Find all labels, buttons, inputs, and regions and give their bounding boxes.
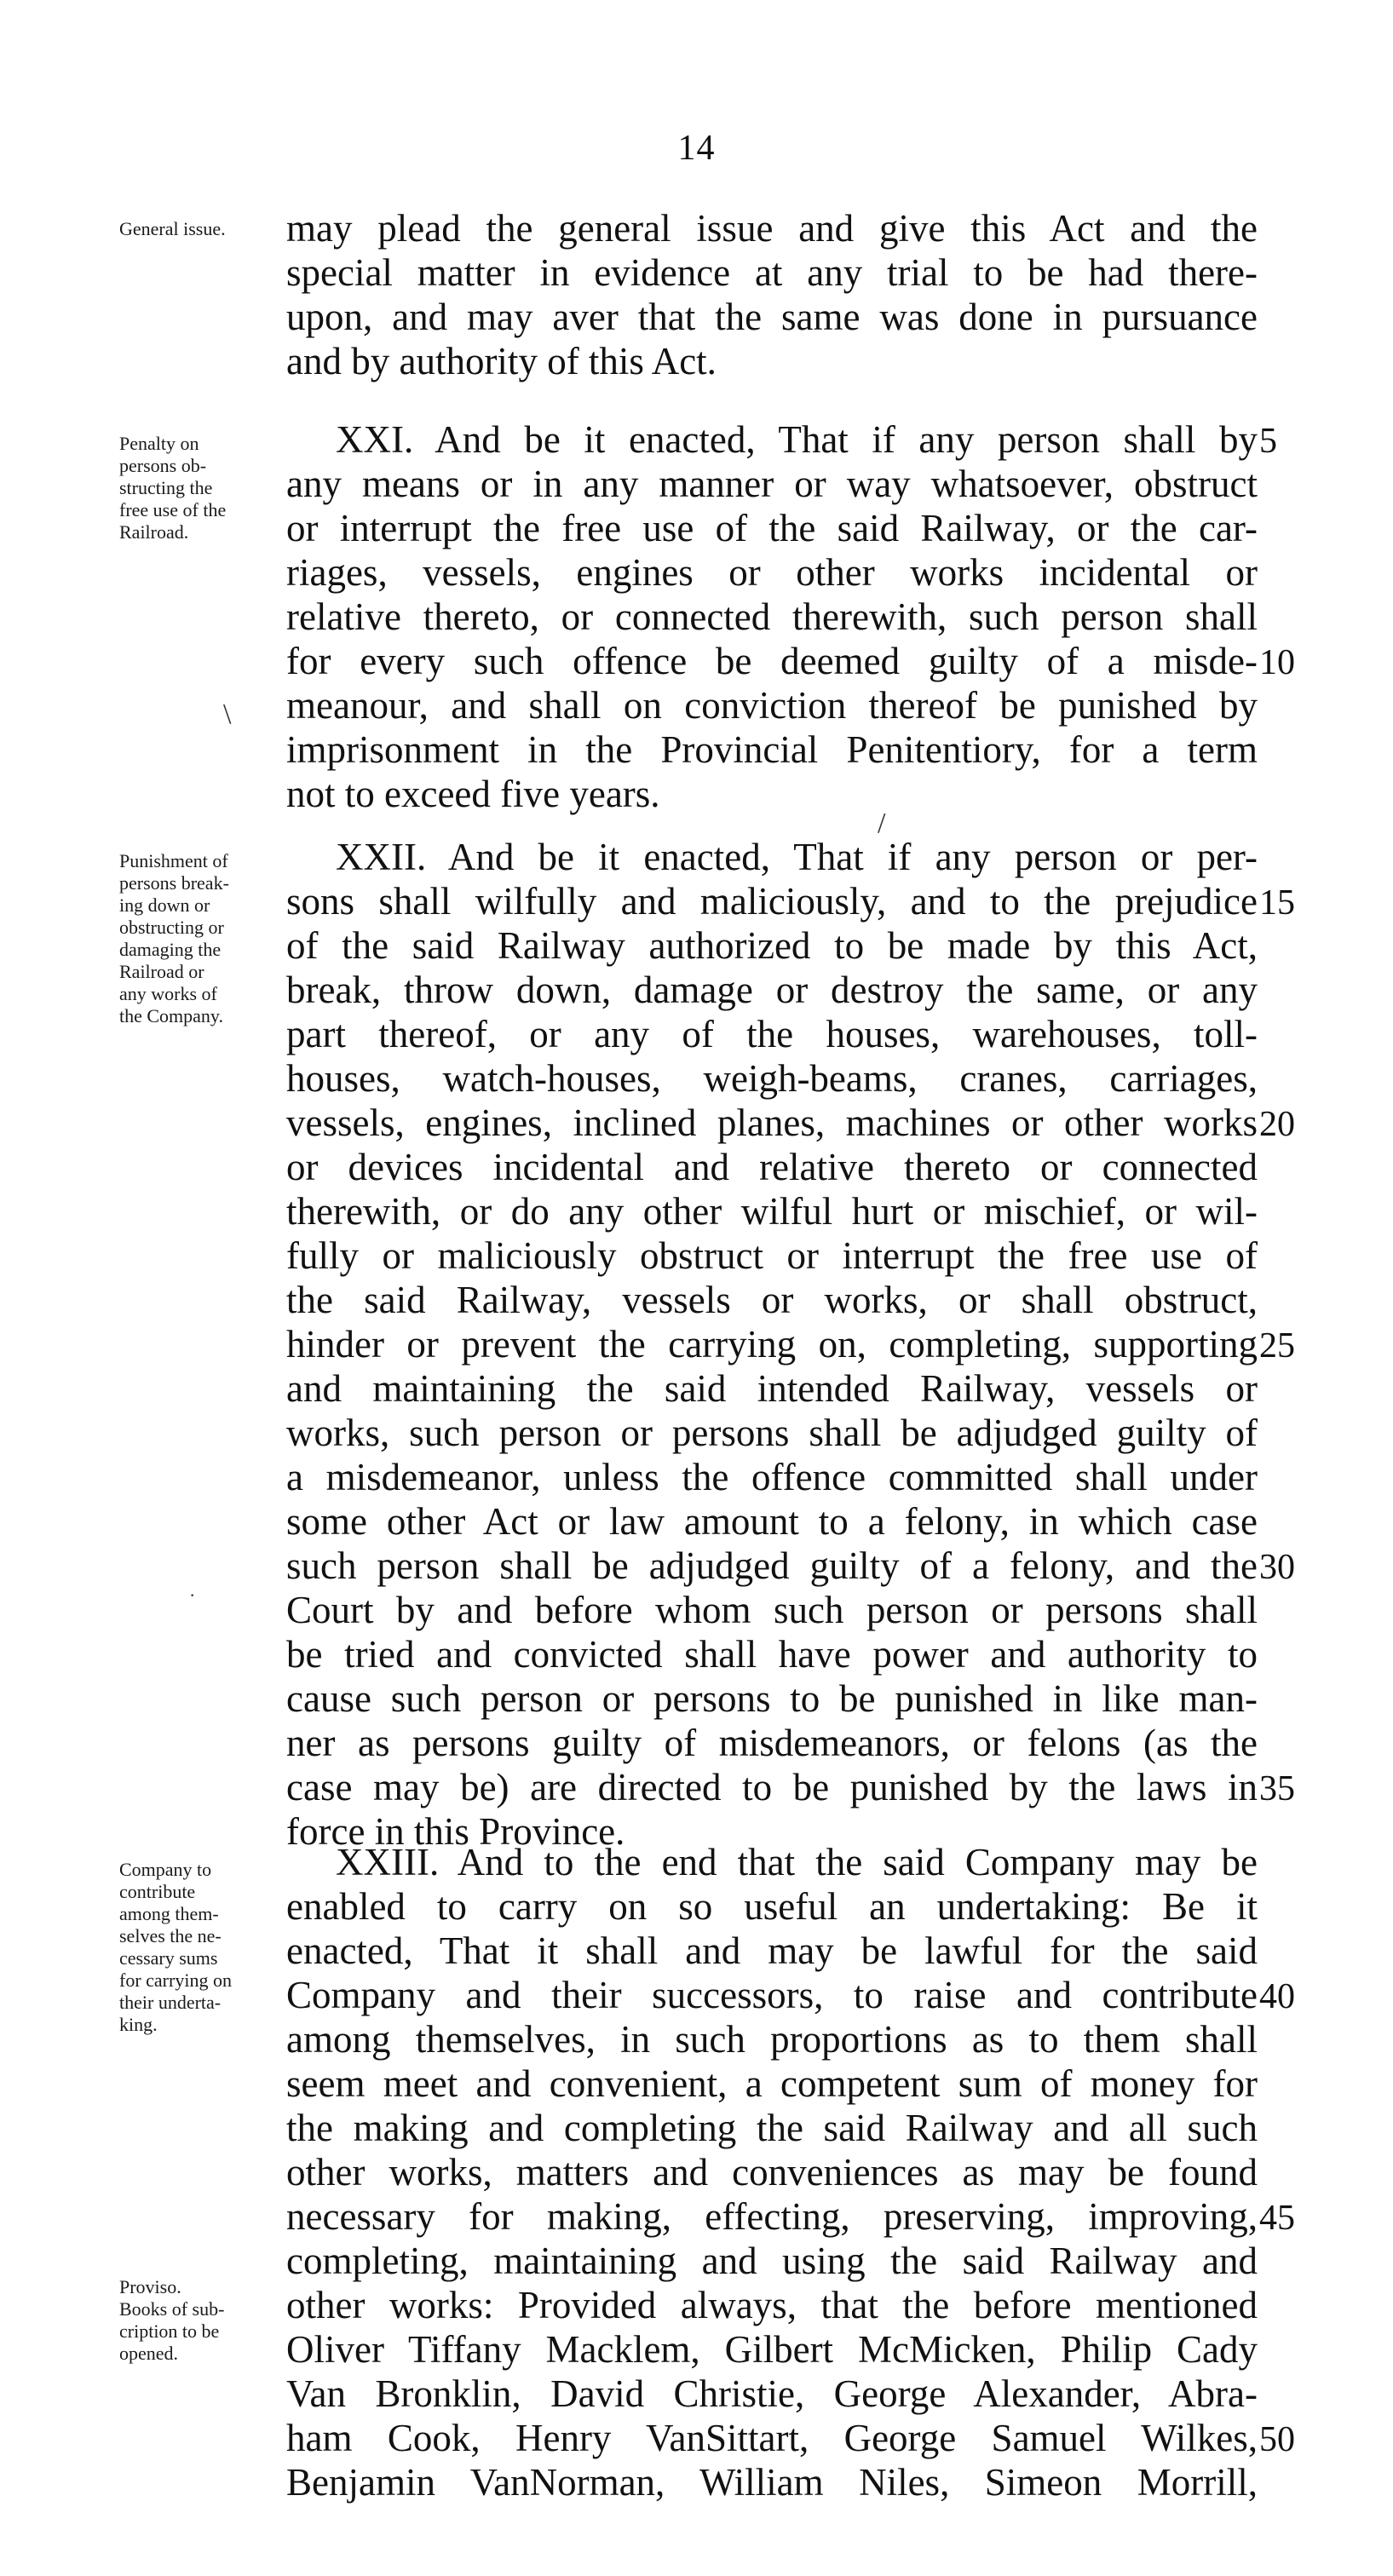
text-line: any means or in any manner or way whatsoever, obstruct xyxy=(286,463,1258,505)
text-line: ham Cook, Henry VanSittart, George Samuel Wilkes, xyxy=(286,2417,1258,2459)
text-line: works, such person or persons shall be adjudged guilty of xyxy=(286,1412,1258,1454)
page-number: 14 xyxy=(677,129,716,168)
text-line: Court by and before whom such person or persons shall xyxy=(286,1589,1258,1631)
text-line: enacted, That it shall and may be lawful for the said xyxy=(286,1929,1258,1972)
sidenote-company-contribute xyxy=(119,1859,285,2036)
sidenote-line: ing down or xyxy=(119,894,210,916)
text-line: and maintaining the said intended Railway, vessels or xyxy=(286,1367,1258,1410)
stray-mark: / xyxy=(878,808,886,839)
line-number: 25 xyxy=(1259,1326,1295,1366)
line-number: 40 xyxy=(1259,1977,1295,2016)
body-text-xxii xyxy=(286,835,1258,1854)
sidenote-line: Railroad or xyxy=(119,961,204,982)
body-text-xxi xyxy=(286,417,1258,816)
sidenote-general-issue xyxy=(119,218,285,240)
sidenote-line: the Company. xyxy=(119,1005,223,1026)
text-line: special matter in evidence at any trial to be had there- xyxy=(286,251,1258,294)
text-line: or interrupt the free use of the said Railway, or the car- xyxy=(286,507,1258,549)
line-number: 20 xyxy=(1259,1105,1295,1144)
sidenote-line: among them- xyxy=(119,1903,219,1924)
text-line: necessary for making, effecting, preserving, improving, xyxy=(286,2195,1258,2238)
sidenote-proviso xyxy=(119,2276,285,2365)
line-number: 10 xyxy=(1259,643,1295,682)
sidenote-penalty-obstructing xyxy=(119,433,285,543)
text-line: relative thereto, or connected therewith, such person shall xyxy=(286,595,1258,638)
line-number: 15 xyxy=(1259,883,1295,923)
sidenote-line: General issue. xyxy=(119,218,226,239)
sidenote-line: cessary sums xyxy=(119,1947,218,1969)
line-number: 5 xyxy=(1259,422,1277,461)
sidenote-line: opened. xyxy=(119,2343,179,2364)
sidenote-line: structing the xyxy=(119,477,213,498)
text-line: upon, and may aver that the same was done in pursuance xyxy=(286,296,1258,338)
text-line: the making and completing the said Railway and all such xyxy=(286,2107,1258,2149)
text-line: not to exceed five years. xyxy=(286,773,660,815)
text-line: vessels, engines, inclined planes, machines or other works xyxy=(286,1101,1258,1144)
text-line: for every such offence be deemed guilty of a misde- xyxy=(286,640,1258,682)
text-line: the said Railway, vessels or works, or shall obstruct, xyxy=(286,1279,1258,1321)
body-text-xxiii xyxy=(286,1840,1258,2504)
sidenote-line: persons ob- xyxy=(119,455,207,476)
sidenote-line: cription to be xyxy=(119,2320,220,2342)
text-line: enabled to carry on so useful an undertaking: Be it xyxy=(286,1885,1258,1928)
text-line: sons shall wilfully and maliciously, and to the prejudice xyxy=(286,880,1258,923)
sidenote-line: Proviso. xyxy=(119,2276,181,2297)
sidenote-line: persons break- xyxy=(119,872,229,894)
text-line: hinder or prevent the carrying on, completing, supporting xyxy=(286,1323,1258,1366)
text-line: may plead the general issue and give this Act and the xyxy=(286,207,1258,250)
stray-mark: · xyxy=(189,1584,196,1606)
text-line: other works: Provided always, that the before mentioned xyxy=(286,2284,1258,2326)
text-line: a misdemeanor, unless the offence committed shall under xyxy=(286,1456,1258,1498)
text-line: other works, matters and conveniences as may be found xyxy=(286,2151,1258,2194)
text-line: imprisonment in the Provincial Penitentiory, for a term xyxy=(286,728,1258,771)
text-line: and by authority of this Act. xyxy=(286,340,717,382)
sidenote-line: Railroad. xyxy=(119,521,189,543)
text-line: force in this Province. xyxy=(286,1810,625,1853)
sidenote-line: king. xyxy=(119,2014,158,2035)
text-line: break, throw down, damage or destroy the same, or any xyxy=(286,969,1258,1011)
sidenote-line: Penalty on xyxy=(119,433,199,454)
text-line: some other Act or law amount to a felony, in which case xyxy=(286,1500,1258,1543)
text-line: XXII. And be it enacted, That if any person or per- xyxy=(336,836,1258,878)
sidenote-line: any works of xyxy=(119,983,217,1004)
text-line: seem meet and convenient, a competent sum of money for xyxy=(286,2062,1258,2105)
line-number: 50 xyxy=(1259,2420,1295,2459)
sidenote-punishment-breaking xyxy=(119,850,285,1027)
line-number: 35 xyxy=(1259,1769,1295,1808)
line-number: 30 xyxy=(1259,1548,1295,1587)
sidenote-line: obstructing or xyxy=(119,917,224,938)
text-line: be tried and convicted shall have power and authority to xyxy=(286,1633,1258,1676)
text-line: Van Bronklin, David Christie, George Alexander, Abra- xyxy=(286,2372,1258,2415)
body-text-general-issue xyxy=(286,206,1258,383)
sidenote-line: Books of sub- xyxy=(119,2298,225,2320)
text-line: Benjamin VanNorman, William Niles, Simeon Morrill, xyxy=(286,2461,1258,2504)
text-line: completing, maintaining and using the said Railway and xyxy=(286,2240,1258,2282)
sidenote-line: free use of the xyxy=(119,499,227,520)
line-number: 45 xyxy=(1259,2199,1295,2238)
text-line: fully or maliciously obstruct or interrupt the free use of xyxy=(286,1234,1258,1277)
text-line: XXIII. And to the end that the said Company may be xyxy=(336,1841,1258,1883)
sidenote-line: Company to xyxy=(119,1859,212,1880)
text-line: XXI. And be it enacted, That if any person shall by xyxy=(336,418,1258,461)
text-line: cause such person or persons to be punished in like man- xyxy=(286,1677,1258,1720)
text-line: therewith, or do any other wilful hurt or mischief, or wil- xyxy=(286,1190,1258,1233)
text-line: houses, watch-houses, weigh-beams, cranes, carriages, xyxy=(286,1057,1258,1100)
stray-mark: \ xyxy=(223,699,232,730)
text-line: case may be) are directed to be punished by the laws in xyxy=(286,1766,1258,1808)
text-line: such person shall be adjudged guilty of a felony, and the xyxy=(286,1544,1258,1587)
sidenote-line: selves the ne- xyxy=(119,1925,222,1946)
sidenote-line: damaging the xyxy=(119,939,222,960)
text-line: Company and their successors, to raise and contribute xyxy=(286,1974,1258,2016)
text-line: meanour, and shall on conviction thereof be punished by xyxy=(286,684,1258,727)
sidenote-line: their underta- xyxy=(119,1992,222,2013)
sidenote-line: Punishment of xyxy=(119,850,228,871)
text-line: among themselves, in such proportions as to them shall xyxy=(286,2018,1258,2061)
text-line: or devices incidental and relative thereto or connected xyxy=(286,1146,1258,1188)
text-line: Oliver Tiffany Macklem, Gilbert McMicken, Philip Cady xyxy=(286,2328,1258,2371)
text-line: riages, vessels, engines or other works incidental or xyxy=(286,551,1258,594)
sidenote-line: contribute xyxy=(119,1881,196,1902)
sidenote-line: for carrying on xyxy=(119,1969,232,1991)
text-line: part thereof, or any of the houses, warehouses, toll- xyxy=(286,1013,1258,1055)
text-line: ner as persons guilty of misdemeanors, or felons (as the xyxy=(286,1722,1258,1764)
text-line: of the said Railway authorized to be made by this Act, xyxy=(286,924,1258,967)
